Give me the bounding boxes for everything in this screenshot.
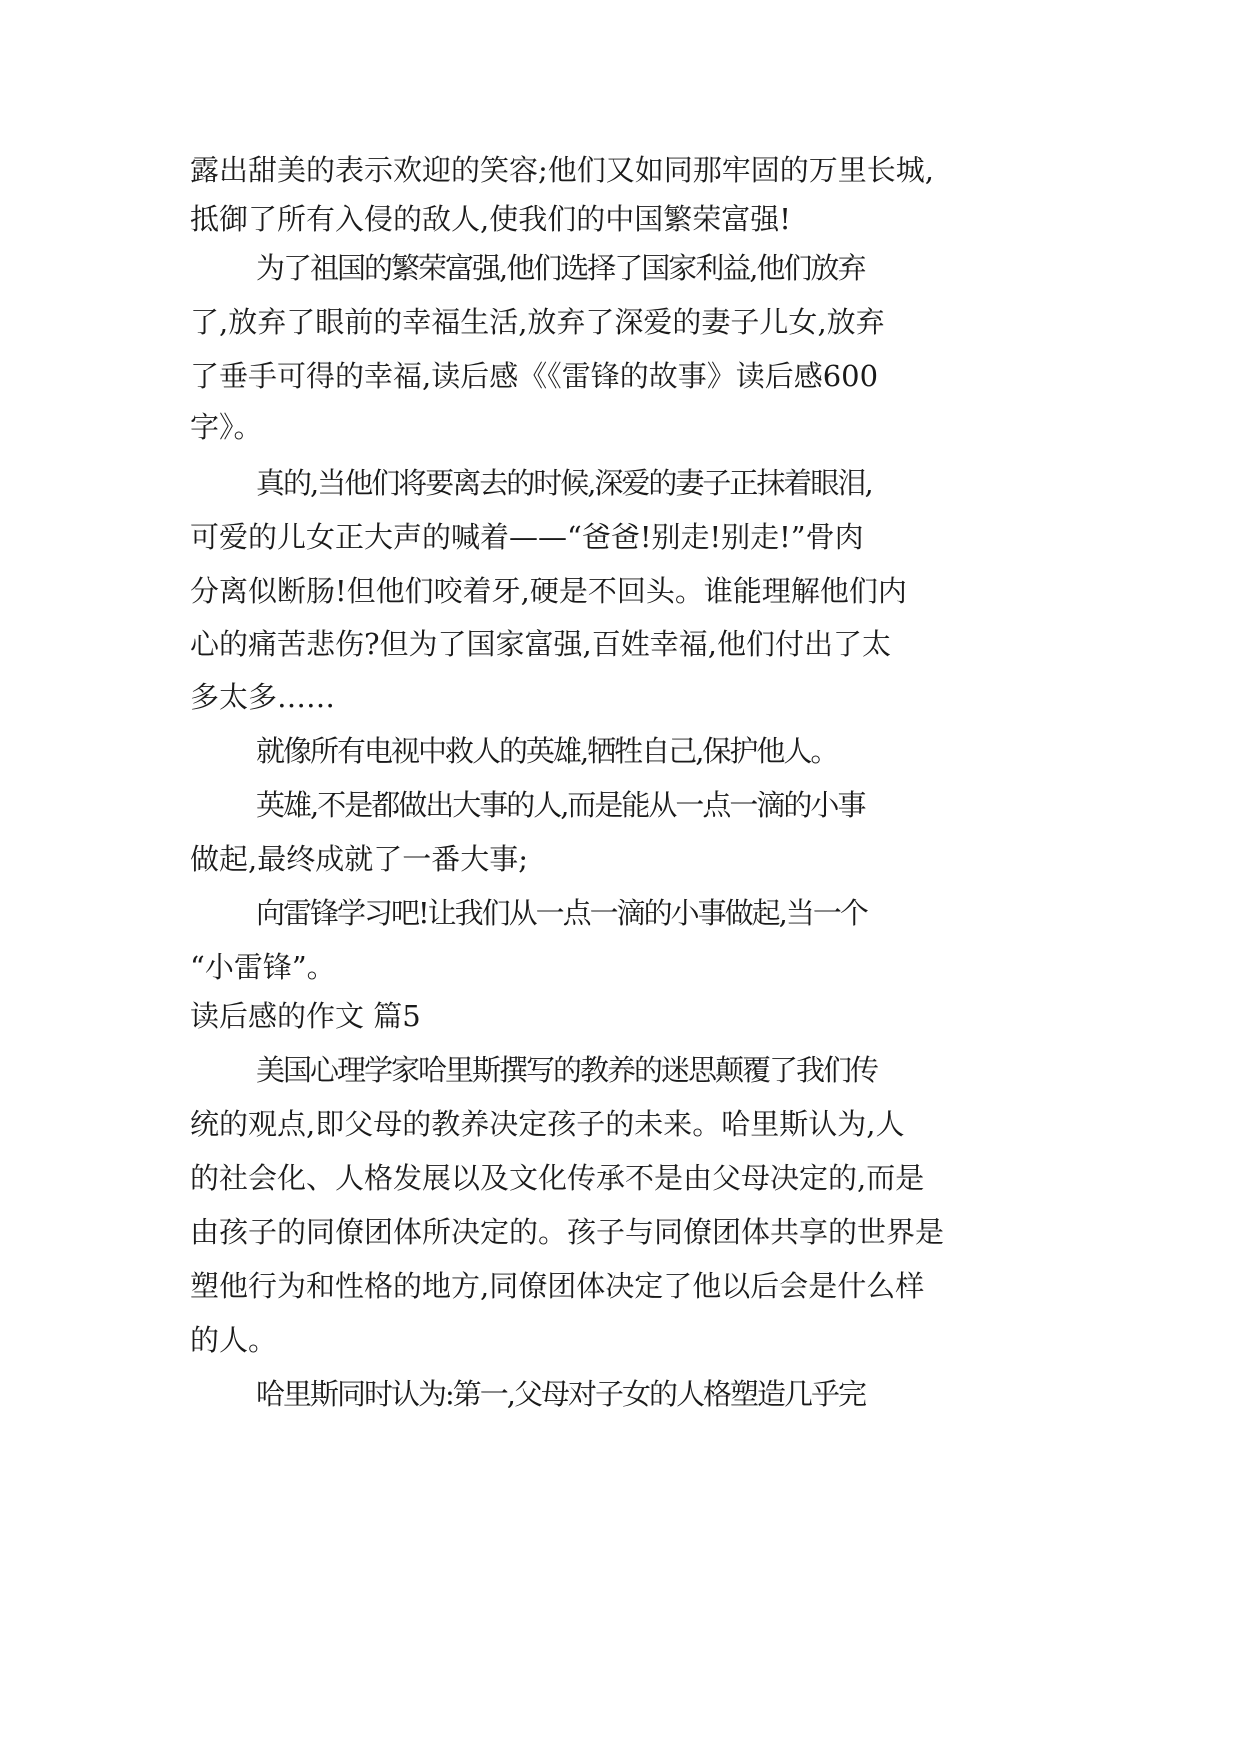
- text-line: 可爱的儿女正大声的喊着——“爸爸!别走!别走!”骨肉: [190, 520, 864, 554]
- text-line: 了,放弃了眼前的幸福生活,放弃了深爱的妻子儿女,放弃: [190, 305, 885, 339]
- text-line: 塑他行为和性格的地方,同僚团体决定了他以后会是什么样: [190, 1269, 925, 1303]
- paragraph-start-line: 真的,当他们将要离去的时候,深爱的妻子正抹着眼泪,: [256, 466, 872, 500]
- text-line: 字》。: [190, 410, 263, 444]
- paragraph-start-line: 美国心理学家哈里斯撰写的教养的迷思颠覆了我们传: [256, 1053, 878, 1087]
- text-line: 露出甜美的表示欢迎的笑容;他们又如同那牢固的万里长城,: [190, 153, 934, 187]
- text-line: 的社会化、人格发展以及文化传承不是由父母决定的,而是: [190, 1161, 925, 1195]
- paragraph-start-line: 英雄,不是都做出大事的人,而是能从一点一滴的小事: [256, 788, 865, 822]
- text-line: 抵御了所有入侵的敌人,使我们的中国繁荣富强!: [190, 202, 791, 236]
- text-line: 多太多……: [190, 680, 336, 714]
- text-line: 心的痛苦悲伤?但为了国家富强,百姓幸福,他们付出了太: [190, 627, 891, 661]
- text-line: 由孩子的同僚团体所决定的。孩子与同僚团体共享的世界是: [190, 1215, 945, 1249]
- text-line: 统的观点,即父母的教养决定孩子的未来。哈里斯认为,人: [190, 1107, 905, 1141]
- text-line: 分离似断肠!但他们咬着牙,硬是不回头。谁能理解他们内: [190, 574, 907, 608]
- document-page: [190, 0, 1050, 1754]
- paragraph-start-line: 就像所有电视中救人的英雄,牺牲自己,保护他人。: [256, 734, 838, 768]
- paragraph-start-line: 为了祖国的繁荣富强,他们选择了国家利益,他们放弃: [256, 251, 865, 285]
- paragraph-start-line: 哈里斯同时认为:第一,父母对子女的人格塑造几乎完: [256, 1377, 865, 1411]
- text-line: 做起,最终成就了一番大事;: [190, 842, 528, 876]
- text-line: 了垂手可得的幸福,读后感《《雷锋的故事》读后感600: [190, 359, 879, 393]
- section-heading: 读后感的作文 篇5: [190, 999, 421, 1033]
- text-line: “小雷锋”。: [190, 950, 336, 984]
- paragraph-start-line: 向雷锋学习吧!让我们从一点一滴的小事做起,当一个: [256, 896, 867, 930]
- text-line: 的人。: [190, 1323, 278, 1357]
